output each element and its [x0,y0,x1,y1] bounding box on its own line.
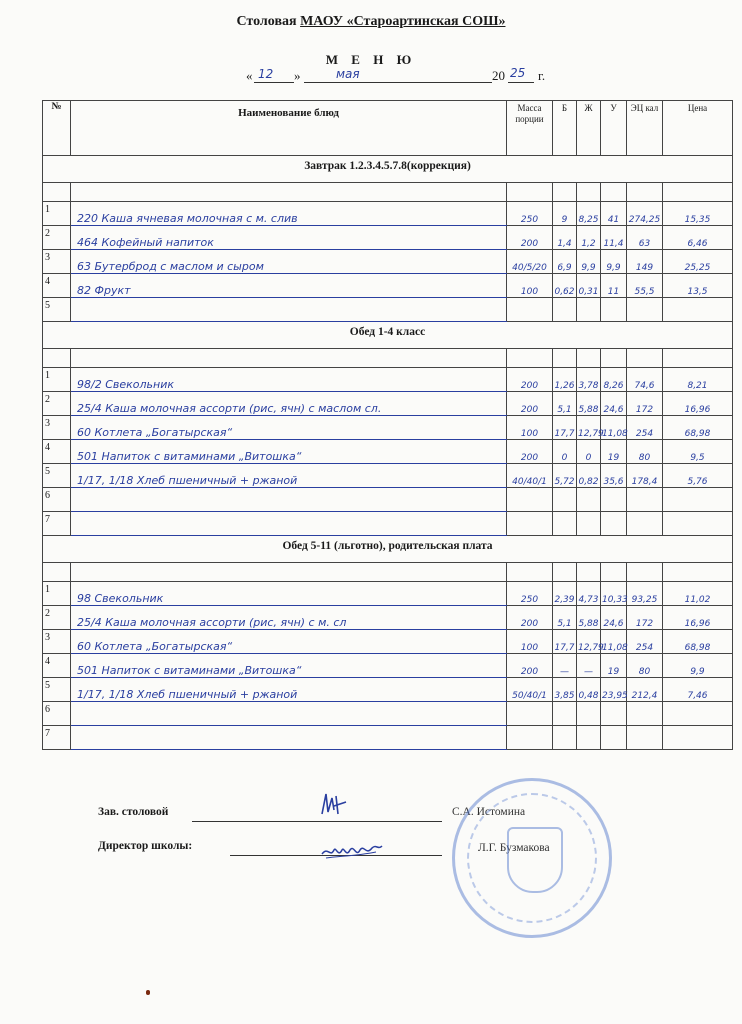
dish-name-cell: 98 Свекольник [71,582,507,606]
mass-cell [507,702,553,726]
dish-name-cell [71,512,507,536]
carbs-cell: 11 [601,274,627,298]
protein-cell: 9 [553,202,577,226]
price-cell: 15,35 [663,202,733,226]
date-month: мая [336,67,360,81]
dish-name-cell: 82 Фрукт [71,274,507,298]
table-row [43,654,733,678]
spacer-cell [577,563,601,582]
row-number-cell: 4 [43,274,71,298]
mass-cell [507,488,553,512]
protein-cell [553,298,577,322]
year-suffix: 25 [510,66,526,80]
energy-cell: 55,5 [627,274,663,298]
col-header-carbs: У [601,101,627,156]
carbs-cell: 23,95 [601,678,627,702]
col-header-price: Цена [663,101,733,156]
protein-cell: 1,4 [553,226,577,250]
row-number-cell: 2 [43,226,71,250]
col-header-mass: Масса порции [507,101,553,156]
carbs-cell [601,726,627,750]
energy-cell [627,298,663,322]
carbs-cell: 19 [601,654,627,678]
price-cell: 6,46 [663,226,733,250]
carbs-cell: 41 [601,202,627,226]
protein-cell [553,512,577,536]
table-header-row [43,101,733,156]
table-row [43,202,733,226]
mass-cell: 100 [507,416,553,440]
spacer-cell [71,349,507,368]
col-header-dish-name: Наименование блюд [71,101,507,156]
dish-name-cell: 220 Каша ячневая молочная с м. слив [71,202,507,226]
row-number-cell: 7 [43,726,71,750]
table-row [43,512,733,536]
fat-cell: 8,25 [577,202,601,226]
mass-cell [507,512,553,536]
mass-cell: 200 [507,606,553,630]
fat-cell: 5,88 [577,392,601,416]
spacer-cell [577,349,601,368]
menu-table [42,100,733,750]
protein-cell [553,488,577,512]
mass-cell [507,726,553,750]
energy-cell [627,512,663,536]
mass-cell: 250 [507,202,553,226]
fat-cell: 12,79 [577,416,601,440]
table-row [43,368,733,392]
dish-name-cell [71,298,507,322]
price-cell: 8,21 [663,368,733,392]
energy-cell: 80 [627,440,663,464]
spacer-cell [663,349,733,368]
price-cell: 5,76 [663,464,733,488]
spacer-cell [601,183,627,202]
ink-mark [146,990,150,995]
price-cell: 13,5 [663,274,733,298]
price-cell [663,298,733,322]
mass-cell: 200 [507,654,553,678]
energy-cell: 74,6 [627,368,663,392]
spacer-cell [71,183,507,202]
table-row [43,464,733,488]
protein-cell: 0 [553,440,577,464]
date-line [246,68,576,86]
dish-name-cell: 1/17, 1/18 Хлеб пшеничный + ржаной [71,464,507,488]
carbs-cell [601,488,627,512]
table-row [43,250,733,274]
energy-cell: 172 [627,392,663,416]
section-title: Обед 5-11 (льготно), родительская плата [43,536,733,563]
date-close-quote: » [294,68,301,83]
spacer-cell [507,183,553,202]
price-cell: 9,9 [663,654,733,678]
protein-cell [553,726,577,750]
fat-cell: 9,9 [577,250,601,274]
protein-cell: 5,1 [553,606,577,630]
table-row [43,678,733,702]
col-header-fat: Ж [577,101,601,156]
price-cell: 11,02 [663,582,733,606]
director-signature [320,836,384,864]
spacer-cell [577,183,601,202]
fat-cell [577,488,601,512]
fat-cell [577,726,601,750]
director-name: Л.Г. Бузмакова [478,842,550,854]
fat-cell [577,512,601,536]
price-cell [663,488,733,512]
spacer-cell [43,183,71,202]
energy-cell: 63 [627,226,663,250]
spacer-cell [601,349,627,368]
school-stamp [452,778,612,938]
dish-name-cell [71,488,507,512]
row-number-cell: 5 [43,678,71,702]
fat-cell: 0 [577,440,601,464]
fat-cell: 4,73 [577,582,601,606]
mass-cell: 40/5/20 [507,250,553,274]
mass-cell: 200 [507,226,553,250]
spacer-cell [553,349,577,368]
dish-name-cell: 501 Напиток с витаминами „Витошка“ [71,440,507,464]
dish-name-cell: 501 Напиток с витаминами „Витошка“ [71,654,507,678]
row-number-cell: 2 [43,392,71,416]
date-day: 12 [258,67,274,81]
mass-cell: 200 [507,440,553,464]
energy-cell: 254 [627,630,663,654]
price-cell: 7,46 [663,678,733,702]
table-row [43,416,733,440]
mass-cell [507,298,553,322]
col-header-number: № [43,101,71,156]
price-cell: 16,96 [663,606,733,630]
section-title: Завтрак 1.2.3.4.5.7.8(коррекция) [43,156,733,183]
fat-cell: 0,31 [577,274,601,298]
energy-cell: 212,4 [627,678,663,702]
price-cell: 9,5 [663,440,733,464]
price-cell: 68,98 [663,630,733,654]
manager-label: Зав. столовой [98,806,169,818]
table-row [43,440,733,464]
dish-name-cell: 60 Котлета „Богатырская“ [71,630,507,654]
section-header-row [43,156,733,183]
row-number-cell: 5 [43,298,71,322]
row-number-cell: 1 [43,368,71,392]
table-row [43,392,733,416]
energy-cell: 93,25 [627,582,663,606]
fat-cell: 3,78 [577,368,601,392]
energy-cell [627,702,663,726]
spacer-cell [507,563,553,582]
protein-cell: 5,1 [553,392,577,416]
carbs-cell: 10,33 [601,582,627,606]
row-number-cell: 3 [43,416,71,440]
section-title: Обед 1-4 класс [43,322,733,349]
menu-table-body [43,156,733,750]
title-prefix: Столовая [236,14,297,29]
manager-name: С.А. Истомина [452,806,526,818]
manager-signature [316,788,350,820]
carbs-cell [601,512,627,536]
dish-name-cell: 98/2 Свекольник [71,368,507,392]
dish-name-cell: 1/17, 1/18 Хлеб пшеничный + ржаной [71,678,507,702]
row-number-cell: 4 [43,654,71,678]
table-row [43,606,733,630]
table-row [43,582,733,606]
section-header-row [43,322,733,349]
table-row [43,298,733,322]
section-spacer-row [43,349,733,368]
price-cell [663,726,733,750]
dish-name-cell: 63 Бутерброд с маслом и сыром [71,250,507,274]
section-header-row [43,536,733,563]
mass-cell: 200 [507,368,553,392]
dish-name-cell: 25/4 Каша молочная ассорти (рис, ячн) с маслом сл. [71,392,507,416]
spacer-cell [553,563,577,582]
fat-cell [577,298,601,322]
row-number-cell: 3 [43,250,71,274]
protein-cell: 17,7 [553,630,577,654]
protein-cell [553,702,577,726]
protein-cell: 17,7 [553,416,577,440]
year-unit: г. [538,68,546,83]
dish-name-cell: 25/4 Каша молочная ассорти (рис, ячн) с м. сл [71,606,507,630]
spacer-cell [601,563,627,582]
fat-cell: 12,79 [577,630,601,654]
mass-cell: 200 [507,392,553,416]
dish-name-cell: 60 Котлета „Богатырская“ [71,416,507,440]
fat-cell: 1,2 [577,226,601,250]
row-number-cell: 1 [43,582,71,606]
row-number-cell: 6 [43,488,71,512]
price-cell: 68,98 [663,416,733,440]
energy-cell [627,488,663,512]
carbs-cell: 11,08 [601,416,627,440]
carbs-cell [601,702,627,726]
energy-cell: 254 [627,416,663,440]
protein-cell: 0,62 [553,274,577,298]
price-cell: 16,96 [663,392,733,416]
energy-cell [627,726,663,750]
carbs-cell [601,298,627,322]
carbs-cell: 24,6 [601,392,627,416]
mass-cell: 40/40/1 [507,464,553,488]
carbs-cell: 11,08 [601,630,627,654]
protein-cell: 6,9 [553,250,577,274]
spacer-cell [663,563,733,582]
table-row [43,726,733,750]
fat-cell [577,702,601,726]
col-header-energy: ЭЦ кал [627,101,663,156]
director-label: Директор школы: [98,840,193,852]
protein-cell: 3,85 [553,678,577,702]
document-title [0,14,742,30]
fat-cell: 0,48 [577,678,601,702]
year-prefix: 20 [492,68,505,83]
energy-cell: 274,25 [627,202,663,226]
section-spacer-row [43,563,733,582]
dish-name-cell: 464 Кофейный напиток [71,226,507,250]
dish-name-cell [71,726,507,750]
spacer-cell [43,349,71,368]
table-row [43,630,733,654]
protein-cell: 1,26 [553,368,577,392]
row-number-cell: 7 [43,512,71,536]
date-open-quote: « [246,68,253,83]
carbs-cell: 35,6 [601,464,627,488]
energy-cell: 178,4 [627,464,663,488]
row-number-cell: 3 [43,630,71,654]
fat-cell: 5,88 [577,606,601,630]
price-cell [663,702,733,726]
energy-cell: 149 [627,250,663,274]
row-number-cell: 6 [43,702,71,726]
energy-cell: 172 [627,606,663,630]
school-name: МАОУ «Староартинская СОШ» [300,14,506,29]
spacer-cell [663,183,733,202]
fat-cell: 0,82 [577,464,601,488]
spacer-cell [507,349,553,368]
spacer-cell [43,563,71,582]
section-spacer-row [43,183,733,202]
spacer-cell [627,563,663,582]
spacer-cell [627,349,663,368]
mass-cell: 100 [507,630,553,654]
carbs-cell: 9,9 [601,250,627,274]
price-cell [663,512,733,536]
menu-heading: М Е Н Ю [325,52,417,67]
protein-cell: — [553,654,577,678]
protein-cell: 2,39 [553,582,577,606]
row-number-cell: 1 [43,202,71,226]
spacer-cell [627,183,663,202]
mass-cell: 100 [507,274,553,298]
month-underline [304,68,492,83]
dish-name-cell [71,702,507,726]
row-number-cell: 2 [43,606,71,630]
mass-cell: 250 [507,582,553,606]
energy-cell: 80 [627,654,663,678]
spacer-cell [71,563,507,582]
col-header-protein: Б [553,101,577,156]
table-row [43,274,733,298]
price-cell: 25,25 [663,250,733,274]
table-row [43,488,733,512]
fat-cell: — [577,654,601,678]
row-number-cell: 5 [43,464,71,488]
stamp-emblem [507,827,563,893]
table-row [43,226,733,250]
carbs-cell: 24,6 [601,606,627,630]
carbs-cell: 19 [601,440,627,464]
row-number-cell: 4 [43,440,71,464]
table-row [43,702,733,726]
carbs-cell: 11,4 [601,226,627,250]
protein-cell: 5,72 [553,464,577,488]
spacer-cell [553,183,577,202]
mass-cell: 50/40/1 [507,678,553,702]
carbs-cell: 8,26 [601,368,627,392]
